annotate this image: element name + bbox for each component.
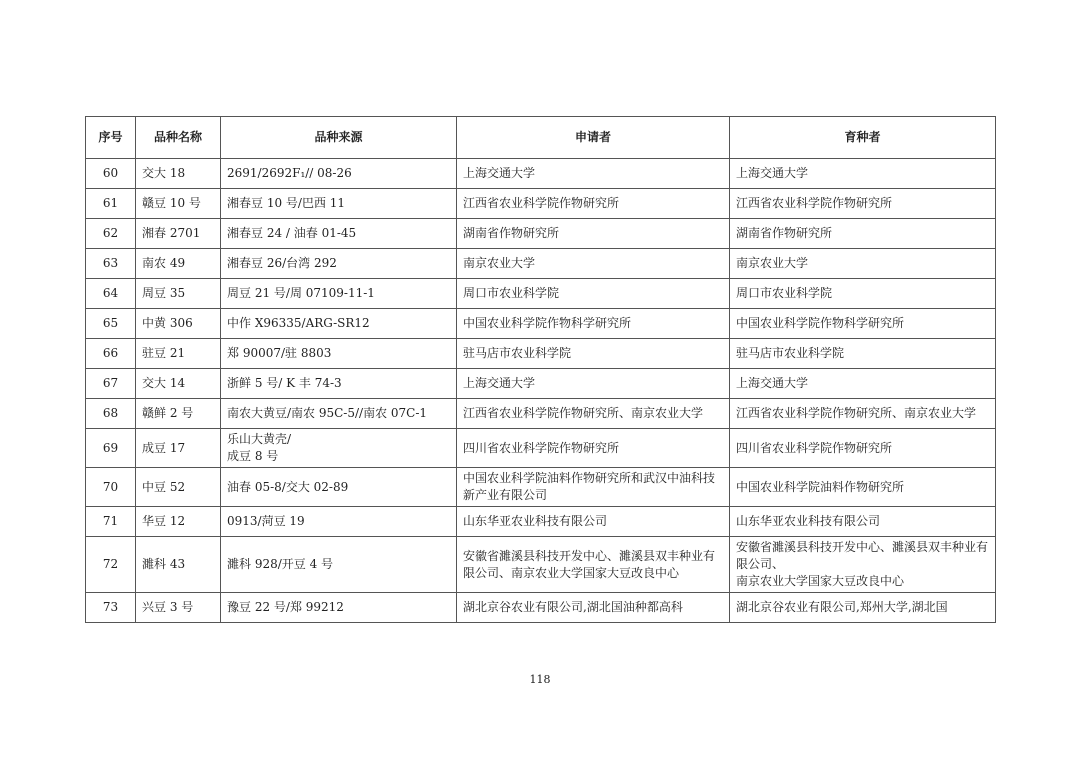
cell-variety-source: 湘春豆 26/台湾 292	[221, 249, 457, 279]
cell-variety-name: 南农 49	[136, 249, 221, 279]
cell-variety-name: 交大 18	[136, 159, 221, 189]
cell-serial: 60	[86, 159, 136, 189]
cell-variety-source: 乐山大黄壳/ 成豆 8 号	[221, 429, 457, 468]
cell-variety-name: 湘春 2701	[136, 219, 221, 249]
cell-breeder: 湖北京谷农业有限公司,郑州大学,湖北国	[730, 593, 996, 623]
cell-variety-source: 2691/2692F₁// 08-26	[221, 159, 457, 189]
cell-applicant: 上海交通大学	[457, 159, 730, 189]
cell-applicant: 上海交通大学	[457, 369, 730, 399]
cell-breeder: 上海交通大学	[730, 159, 996, 189]
table-row	[86, 279, 996, 309]
cell-variety-source: 油春 05-8/交大 02-89	[221, 468, 457, 507]
table-row	[86, 537, 996, 593]
cell-variety-source: 湘春豆 24 / 油春 01-45	[221, 219, 457, 249]
cell-breeder: 安徽省濉溪县科技开发中心、濉溪县双丰种业有限公司、 南京农业大学国家大豆改良中心	[730, 537, 996, 593]
header-breeder: 育种者	[730, 117, 996, 159]
cell-serial: 70	[86, 468, 136, 507]
cell-breeder: 江西省农业科学院作物研究所	[730, 189, 996, 219]
cell-serial: 69	[86, 429, 136, 468]
cell-serial: 65	[86, 309, 136, 339]
cell-applicant: 驻马店市农业科学院	[457, 339, 730, 369]
cell-applicant: 江西省农业科学院作物研究所、南京农业大学	[457, 399, 730, 429]
cell-applicant: 安徽省濉溪县科技开发中心、濉溪县双丰种业有限公司、南京农业大学国家大豆改良中心	[457, 537, 730, 593]
cell-variety-name: 濉科 43	[136, 537, 221, 593]
cell-applicant: 南京农业大学	[457, 249, 730, 279]
cell-variety-source: 周豆 21 号/周 07109-11-1	[221, 279, 457, 309]
cell-variety-name: 驻豆 21	[136, 339, 221, 369]
cell-variety-source: 浙鲜 5 号/ K 丰 74-3	[221, 369, 457, 399]
table-row	[86, 159, 996, 189]
cell-breeder: 江西省农业科学院作物研究所、南京农业大学	[730, 399, 996, 429]
cell-variety-name: 赣豆 10 号	[136, 189, 221, 219]
variety-table	[85, 116, 996, 623]
cell-applicant: 湖北京谷农业有限公司,湖北国油种都高科	[457, 593, 730, 623]
cell-variety-name: 中豆 52	[136, 468, 221, 507]
table-row	[86, 189, 996, 219]
cell-serial: 61	[86, 189, 136, 219]
cell-serial: 62	[86, 219, 136, 249]
cell-serial: 71	[86, 507, 136, 537]
cell-breeder: 中国农业科学院油料作物研究所	[730, 468, 996, 507]
cell-applicant: 山东华亚农业科技有限公司	[457, 507, 730, 537]
page-number: 118	[529, 673, 551, 686]
table-row	[86, 507, 996, 537]
table-row	[86, 339, 996, 369]
cell-breeder: 四川省农业科学院作物研究所	[730, 429, 996, 468]
cell-variety-source: 南农大黄豆/南农 95C-5//南农 07C-1	[221, 399, 457, 429]
cell-applicant: 四川省农业科学院作物研究所	[457, 429, 730, 468]
table-header-row	[86, 117, 996, 159]
table-row	[86, 593, 996, 623]
cell-variety-source: 0913/菏豆 19	[221, 507, 457, 537]
cell-applicant: 中国农业科学院油料作物研究所和武汉中油科技新产业有限公司	[457, 468, 730, 507]
cell-variety-source: 郑 90007/驻 8803	[221, 339, 457, 369]
table-body	[86, 159, 996, 623]
table-row	[86, 309, 996, 339]
table-row	[86, 219, 996, 249]
cell-variety-source: 豫豆 22 号/郑 99212	[221, 593, 457, 623]
cell-breeder: 驻马店市农业科学院	[730, 339, 996, 369]
header-variety-name: 品种名称	[136, 117, 221, 159]
cell-serial: 64	[86, 279, 136, 309]
cell-breeder: 中国农业科学院作物科学研究所	[730, 309, 996, 339]
cell-variety-name: 中黄 306	[136, 309, 221, 339]
table-row	[86, 468, 996, 507]
cell-variety-name: 交大 14	[136, 369, 221, 399]
header-applicant: 申请者	[457, 117, 730, 159]
cell-serial: 67	[86, 369, 136, 399]
cell-variety-name: 成豆 17	[136, 429, 221, 468]
cell-serial: 66	[86, 339, 136, 369]
cell-applicant: 周口市农业科学院	[457, 279, 730, 309]
cell-serial: 63	[86, 249, 136, 279]
cell-breeder: 上海交通大学	[730, 369, 996, 399]
cell-variety-name: 周豆 35	[136, 279, 221, 309]
cell-applicant: 江西省农业科学院作物研究所	[457, 189, 730, 219]
cell-variety-name: 赣鲜 2 号	[136, 399, 221, 429]
header-variety-source: 品种来源	[221, 117, 457, 159]
cell-serial: 68	[86, 399, 136, 429]
cell-breeder: 周口市农业科学院	[730, 279, 996, 309]
table-row	[86, 429, 996, 468]
table-row	[86, 399, 996, 429]
cell-breeder: 南京农业大学	[730, 249, 996, 279]
cell-applicant: 湖南省作物研究所	[457, 219, 730, 249]
cell-breeder: 湖南省作物研究所	[730, 219, 996, 249]
cell-variety-source: 湘春豆 10 号/巴西 11	[221, 189, 457, 219]
cell-variety-name: 华豆 12	[136, 507, 221, 537]
table-row	[86, 249, 996, 279]
cell-breeder: 山东华亚农业科技有限公司	[730, 507, 996, 537]
cell-applicant: 中国农业科学院作物科学研究所	[457, 309, 730, 339]
table-row	[86, 369, 996, 399]
cell-variety-source: 中作 X96335/ARG-SR12	[221, 309, 457, 339]
cell-variety-source: 濉科 928/开豆 4 号	[221, 537, 457, 593]
cell-variety-name: 兴豆 3 号	[136, 593, 221, 623]
cell-serial: 73	[86, 593, 136, 623]
header-serial: 序号	[86, 117, 136, 159]
cell-serial: 72	[86, 537, 136, 593]
